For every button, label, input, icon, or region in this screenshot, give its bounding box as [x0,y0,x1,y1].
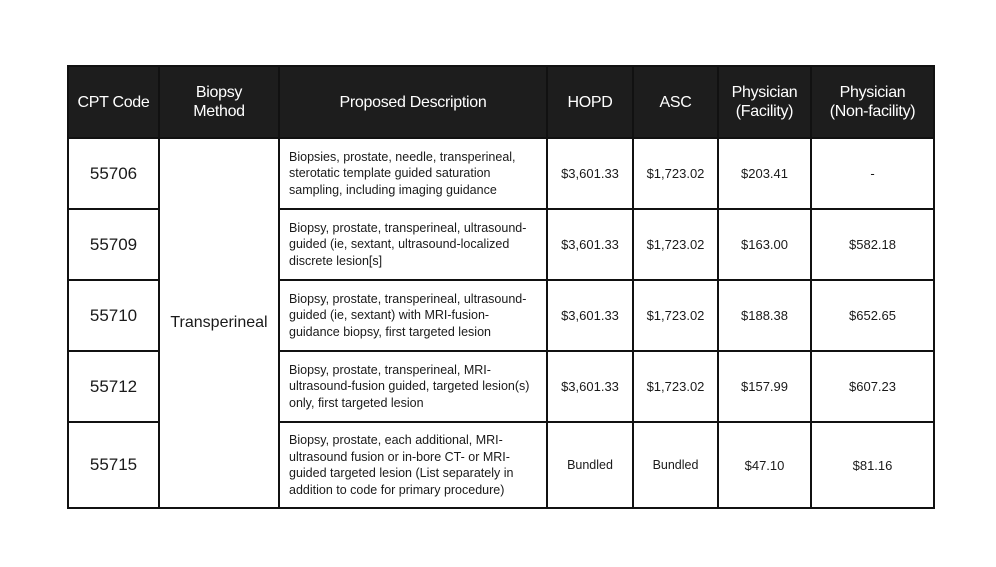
description-cell: Biopsy, prostate, each additional, MRI-ultrasound fusion or in-bore CT- or MRI-guided targeted lesion (List separately in addition to code for primary procedure) [279,422,547,508]
header-asc [633,66,718,138]
asc-cell: $1,723.02 [633,138,718,209]
physician-facility-cell: $157.99 [718,351,811,422]
header-physician-facility [718,66,811,138]
cpt-code-cell: 55706 [68,138,159,209]
header-biopsy-method-line2: Method [193,103,245,120]
description-cell: Biopsy, prostate, transperineal, ultrasound-guided (ie, sextant) with MRI-fusion-guidance biopsy, first targeted lesion [279,280,547,351]
table-body [68,138,934,508]
header-row [68,66,934,138]
asc-cell: $1,723.02 [633,209,718,280]
header-asc-label: ASC [659,93,692,111]
hopd-cell: $3,601.33 [547,138,633,209]
asc-cell: Bundled [633,422,718,508]
header-biopsy-method-line1: Biopsy [195,84,243,101]
cpt-code-cell: 55712 [68,351,159,422]
cpt-code-cell: 55715 [68,422,159,508]
header-physician-facility-line1: Physician [731,84,798,101]
description-cell: Biopsy, prostate, transperineal, MRI-ultrasound-fusion guided, targeted lesion(s) only, first targeted lesion [279,351,547,422]
header-physician-nonfacility-line2: (Non-facility) [829,103,916,120]
physician-nonfacility-cell: $652.65 [811,280,934,351]
cpt-code-table [67,65,935,509]
physician-facility-cell: $188.38 [718,280,811,351]
physician-nonfacility-cell: $607.23 [811,351,934,422]
header-hopd-label: HOPD [567,93,613,111]
physician-facility-cell: $163.00 [718,209,811,280]
table-row [68,138,934,209]
header-cpt-code-label: CPT Code [77,93,150,111]
header-biopsy-method [159,66,279,138]
description-cell: Biopsies, prostate, needle, transperineal, sterotatic template guided saturation sampling, including imaging guidance [279,138,547,209]
asc-cell: $1,723.02 [633,351,718,422]
asc-cell: $1,723.02 [633,280,718,351]
physician-nonfacility-cell: $582.18 [811,209,934,280]
header-cpt-code [68,66,159,138]
hopd-cell: $3,601.33 [547,209,633,280]
hopd-cell: Bundled [547,422,633,508]
biopsy-method-cell: Transperineal [159,138,279,508]
physician-nonfacility-cell: - [811,138,934,209]
physician-nonfacility-cell: $81.16 [811,422,934,508]
physician-facility-cell: $203.41 [718,138,811,209]
header-physician-nonfacility-line1: Physician [839,84,906,101]
header-physician-facility-line2: (Facility) [735,103,794,120]
header-hopd [547,66,633,138]
physician-facility-cell: $47.10 [718,422,811,508]
hopd-cell: $3,601.33 [547,280,633,351]
header-physician-nonfacility [811,66,934,138]
header-proposed-description [279,66,547,138]
description-cell: Biopsy, prostate, transperineal, ultrasound-guided (ie, sextant, ultrasound-localized discrete lesion[s] [279,209,547,280]
hopd-cell: $3,601.33 [547,351,633,422]
header-proposed-description-label: Proposed Description [339,93,487,111]
cpt-code-cell: 55709 [68,209,159,280]
cpt-code-cell: 55710 [68,280,159,351]
table-header [68,66,934,138]
